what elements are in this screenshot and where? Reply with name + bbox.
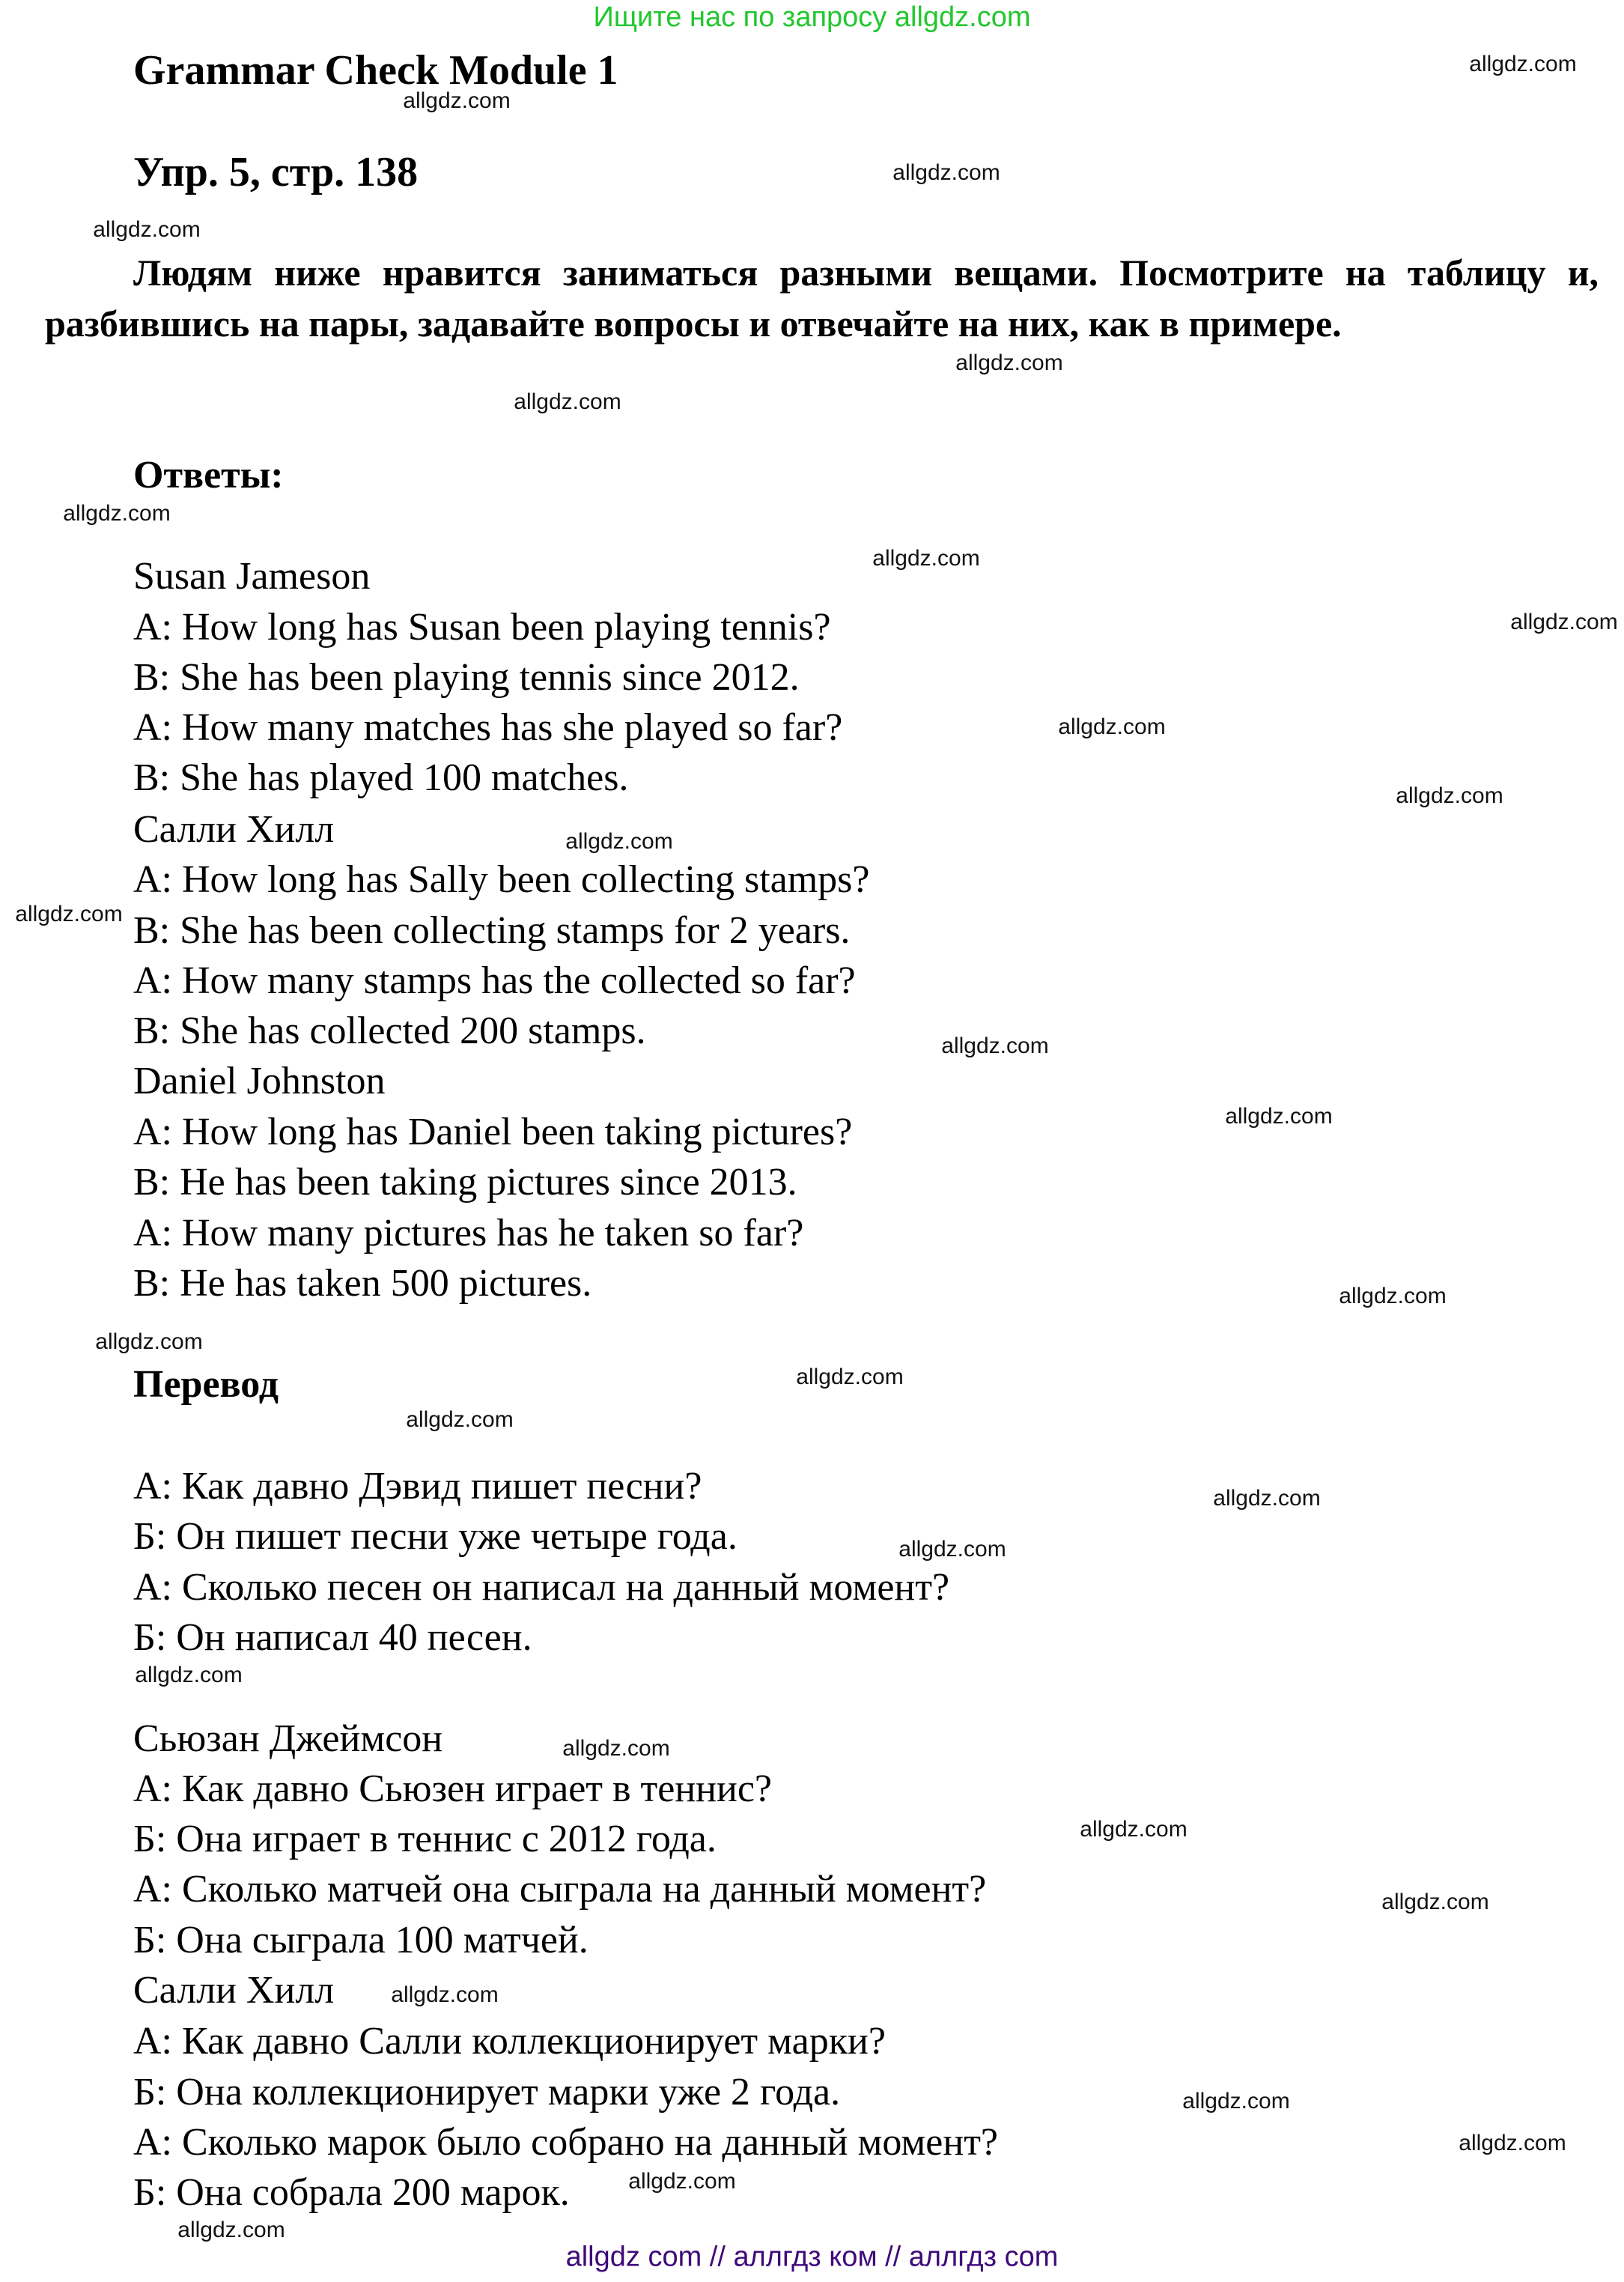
watermark: allgdz.com	[406, 1407, 514, 1432]
watermark: allgdz.com	[1225, 1104, 1333, 1129]
page-title: Grammar Check Module 1	[133, 47, 618, 94]
watermark: allgdz.com	[403, 88, 511, 113]
translation-line: А: Как давно Дэвид пишет песни?	[133, 1465, 702, 1508]
answer-line: Daniel Johnston	[133, 1060, 386, 1102]
translation-line: Б: Она коллекционирует марки уже 2 года.	[133, 2071, 841, 2113]
answer-line: A: How long has Daniel been taking pictures?	[133, 1111, 853, 1153]
task-instructions: Людям ниже нравится заниматься разными вещами. Посмотрите на таблицу и, разбившись на пары, задавайте вопросы и отвечайте на них, как в примере.	[45, 252, 1599, 345]
watermark: allgdz.com	[63, 501, 171, 526]
watermark: allgdz.com	[1182, 2089, 1290, 2113]
watermark: allgdz.com	[955, 351, 1063, 375]
watermark: allgdz.com	[15, 902, 123, 926]
watermark: allgdz.com	[1381, 1890, 1489, 1914]
answer-line: B: She has played 100 matches.	[133, 756, 629, 799]
watermark: allgdz.com	[565, 829, 673, 854]
watermark: allgdz.com	[562, 1736, 670, 1761]
answer-line: Susan Jameson	[133, 555, 371, 598]
watermark: allgdz.com	[135, 1663, 243, 1687]
answer-line: A: How many stamps has the collected so far?	[133, 959, 856, 1002]
translation-line: Салли Хилл	[133, 1969, 335, 2012]
watermark: allgdz.com	[177, 2218, 285, 2242]
watermark: allgdz.com	[93, 217, 201, 242]
watermark: allgdz.com	[892, 160, 1000, 185]
watermark: allgdz.com	[514, 389, 621, 414]
translation-line: А: Сколько песен он написал на данный момент?	[133, 1566, 950, 1609]
watermark: allgdz.com	[941, 1034, 1049, 1058]
exercise-heading: Упр. 5, стр. 138	[133, 149, 419, 195]
answer-line: B: She has collected 200 stamps.	[133, 1010, 646, 1052]
watermark: allgdz.com	[1339, 1284, 1447, 1308]
answer-line: B: He has taken 500 pictures.	[133, 1262, 592, 1305]
translation-line: Сьюзан Джеймсон	[133, 1717, 443, 1760]
top-banner-link[interactable]: Ищите нас по запросу allgdz.com	[593, 1, 1031, 33]
translation-line: А: Сколько марок было собрано на данный момент?	[133, 2121, 998, 2164]
answers-heading: Ответы:	[133, 454, 284, 497]
answer-line: A: How long has Sally been collecting stamps?	[133, 858, 870, 901]
watermark: allgdz.com	[1459, 2131, 1566, 2155]
translation-line: А: Как давно Салли коллекционирует марки?	[133, 2020, 886, 2063]
watermark: allgdz.com	[898, 1537, 1006, 1562]
watermark: allgdz.com	[796, 1365, 904, 1389]
answer-line: A: How many matches has she played so far?	[133, 706, 843, 749]
watermark: allgdz.com	[628, 2169, 736, 2194]
answer-line: Салли Хилл	[133, 808, 335, 851]
watermark: allgdz.com	[1058, 714, 1166, 739]
answer-line: B: She has been playing tennis since 2012.	[133, 656, 800, 699]
watermark: allgdz.com	[391, 1982, 499, 2007]
translation-line: А: Сколько матчей она сыграла на данный момент?	[133, 1868, 987, 1911]
answer-line: B: She has been collecting stamps for 2 years.	[133, 909, 851, 952]
watermark: allgdz.com	[1396, 783, 1503, 808]
translation-line: Б: Он пишет песни уже четыре года.	[133, 1515, 738, 1558]
answer-line: A: How long has Susan been playing tennis?	[133, 606, 831, 649]
footer-links[interactable]: allgdz com // аллгдз ком // аллгдз com	[565, 2241, 1059, 2273]
translation-line: Б: Он написал 40 песен.	[133, 1616, 532, 1659]
translation-line: А: Как давно Сьюзен играет в теннис?	[133, 1767, 772, 1810]
watermark: allgdz.com	[872, 546, 980, 571]
translation-heading: Перевод	[133, 1363, 279, 1406]
watermark: allgdz.com	[1213, 1486, 1321, 1511]
watermark: allgdz.com	[1510, 610, 1618, 634]
translation-line: Б: Она сыграла 100 матчей.	[133, 1919, 589, 1961]
watermark: allgdz.com	[1469, 52, 1577, 76]
answer-line: A: How many pictures has he taken so far?	[133, 1212, 804, 1254]
watermark: allgdz.com	[95, 1329, 203, 1354]
answer-line: B: He has been taking pictures since 2013.	[133, 1161, 797, 1204]
translation-line: Б: Она играет в теннис с 2012 года.	[133, 1818, 717, 1860]
watermark: allgdz.com	[1080, 1817, 1187, 1842]
translation-line: Б: Она собрала 200 марок.	[133, 2171, 570, 2214]
